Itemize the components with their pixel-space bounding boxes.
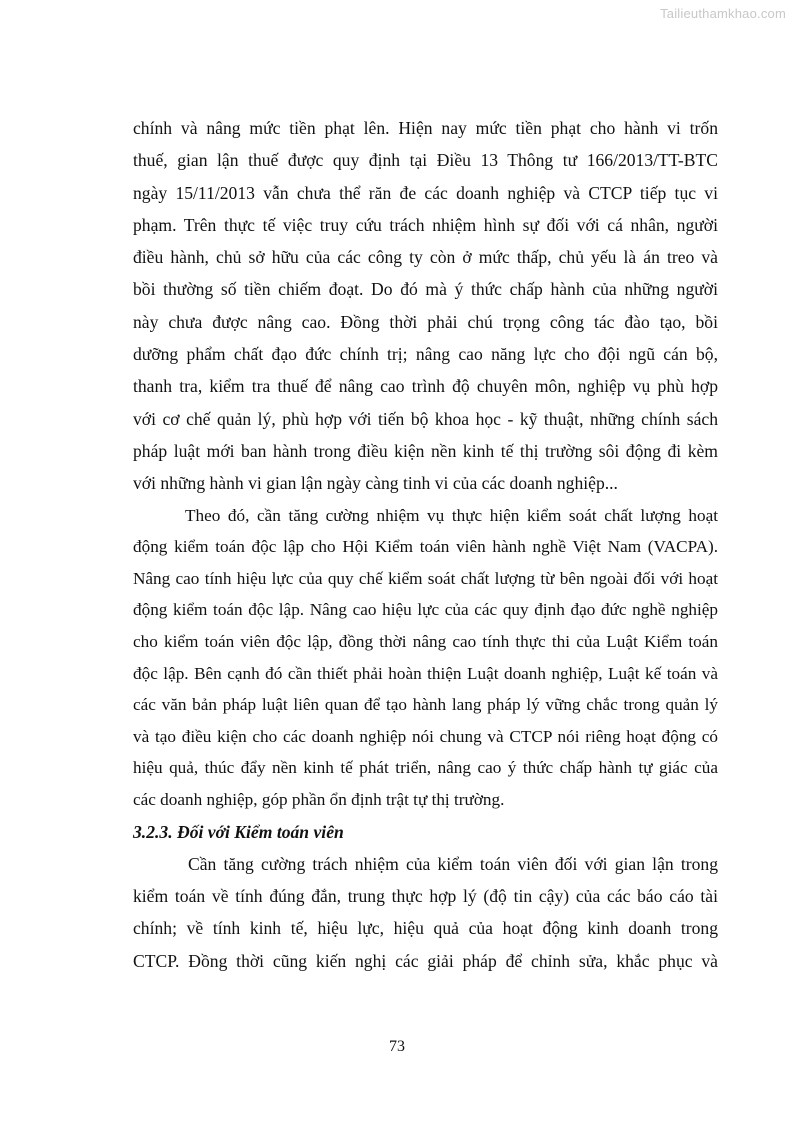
text-line: này chưa được nâng cao. Đồng thời phải chú trọng công tác đào tạo, bồi: [133, 311, 718, 332]
text-line: ngày 15/11/2013 vẫn chưa thể răn đe các doanh nghiệp và CTCP tiếp tục vi: [133, 182, 718, 203]
page-number: 73: [389, 1038, 405, 1055]
text-line: CTCP. Đồng thời cũng kiến nghị các giải pháp để chỉnh sửa, khắc phục và: [133, 950, 718, 971]
text-line: động kiểm toán độc lập. Nâng cao hiệu lực của các quy định đạo đức nghề nghiệp: [133, 600, 718, 620]
text-line: dưỡng phẩm chất đạo đức chính trị; nâng cao năng lực cho đội ngũ cán bộ,: [133, 344, 718, 365]
text-line: bồi thường số tiền chiếm đoạt. Do đó mà ý thức chấp hành của những người: [133, 279, 718, 300]
text-line: điều hành, chủ sở hữu của các công ty còn ở mức thấp, chủ yếu là án treo và: [133, 247, 718, 268]
text-line: Nâng cao tính hiệu lực của quy chế kiểm soát chất lượng từ bên ngoài đối với hoạt: [133, 568, 718, 588]
text-line: Cần tăng cường trách nhiệm của kiểm toán viên đối với gian lận trong: [188, 853, 718, 874]
text-line: pháp luật mới ban hành trong điều kiện nền kinh tế thị trường sôi động đi kèm: [133, 440, 718, 461]
section-heading: 3.2.3. Đối với Kiểm toán viên: [133, 821, 344, 842]
text-line: độc lập. Bên cạnh đó cần thiết phải hoàn thiện Luật doanh nghiệp, Luật kế toán và: [133, 663, 718, 683]
paragraph-2: [133, 500, 718, 816]
text-line: hiệu quả, thúc đẩy nền kinh tế phát triển, nâng cao ý thức chấp hành tự giác của: [133, 758, 718, 778]
paragraph-3: [133, 848, 718, 977]
text-line: kiểm toán về tính đúng đắn, trung thực hợp lý (độ tin cậy) của các báo cáo tài: [133, 886, 718, 907]
text-line: và tạo điều kiện cho các doanh nghiệp nói chung và CTCP nói riêng hoạt động có: [133, 726, 718, 746]
text-line: với những hành vi gian lận ngày càng tinh vi của các doanh nghiệp...: [133, 473, 618, 494]
watermark-text: Tailieuthamkhao.com: [660, 6, 786, 21]
text-line: động kiểm toán độc lập cho Hội Kiểm toán viên hành nghề Việt Nam (VACPA).: [133, 537, 718, 557]
text-line: phạm. Trên thực tế việc truy cứu trách nhiệm hình sự đối với cá nhân, người: [133, 214, 718, 235]
text-line: với cơ chế quản lý, phù hợp với tiến bộ khoa học - kỹ thuật, những chính sách: [133, 408, 718, 429]
text-line: cho kiểm toán viên độc lập, đồng thời nâng cao tính thực thi của Luật Kiểm toán: [133, 631, 718, 651]
text-line: chính và nâng mức tiền phạt lên. Hiện nay mức tiền phạt cho hành vi trốn: [133, 118, 718, 138]
paragraph-1: [133, 112, 718, 500]
text-line: thuế, gian lận thuế được quy định tại Điều 13 Thông tư 166/2013/TT-BTC: [133, 150, 718, 171]
text-line: các doanh nghiệp, góp phần ổn định trật tự thị trường.: [133, 789, 505, 809]
text-line: Theo đó, cần tăng cường nhiệm vụ thực hiện kiểm soát chất lượng hoạt: [185, 505, 718, 525]
text-line: thanh tra, kiểm tra thuế để nâng cao trình độ chuyên môn, nghiệp vụ phù hợp: [133, 376, 718, 397]
text-line: chính; về tính kinh tế, hiệu lực, hiệu quả của hoạt động kinh doanh trong: [133, 918, 718, 939]
text-line: các văn bản pháp luật liên quan để tạo hành lang pháp lý vững chắc trong quản lý: [133, 695, 718, 715]
page-body: [133, 112, 718, 977]
